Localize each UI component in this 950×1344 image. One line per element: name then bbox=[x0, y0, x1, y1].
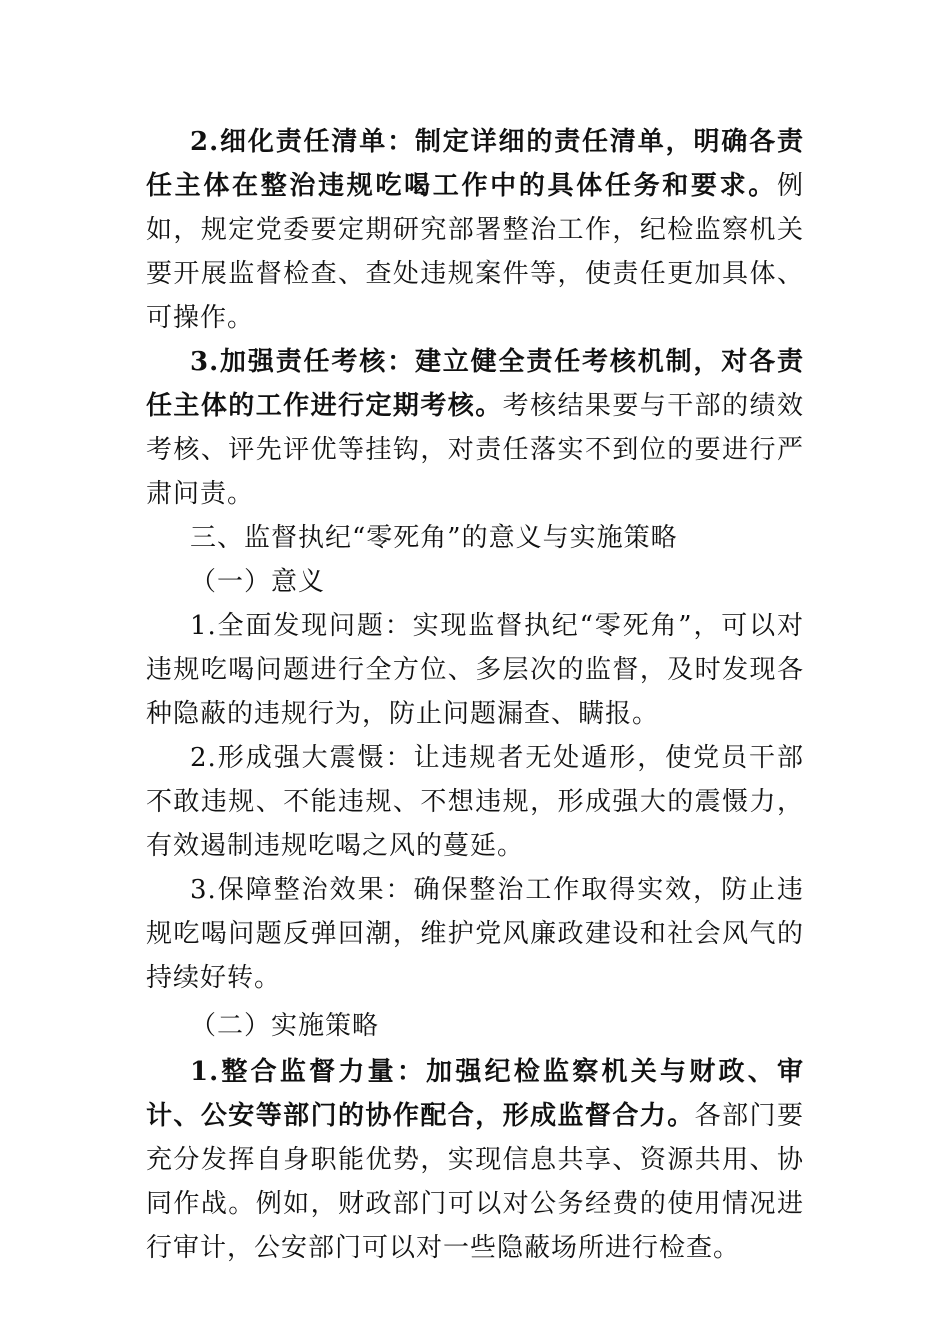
paragraph-lead-bold: 1.整合监督力量：加强纪检监察机关与财政、审计、公安等部门的协作配合，形成监督合力。 bbox=[146, 1057, 804, 1131]
section-heading: 三、监督执纪“零死角”的意义与实施策略 bbox=[190, 523, 678, 553]
paragraph-lead-bold: 3.加强责任考核：建立健全责任考核机制，对各责任主体的工作进行定期考核。 bbox=[146, 347, 804, 421]
paragraph-body: 各部门要充分发挥自身职能优势，实现信息共享、资源共用、协同作战。例如，财政部门可以对公务经费的使用情况进行审计，公安部门可以对一些隐蔽场所进行检查。 bbox=[146, 1101, 804, 1263]
subheading-strategy: （二）实施策略 bbox=[190, 1011, 380, 1041]
paragraph-integrate-supervision bbox=[146, 1050, 804, 1270]
paragraph-deterrence: 2.形成强大震慑：让违规者无处遁形，使党员干部不敢违规、不能违规、不想违规，形成强大的震慑力，有效遏制违规吃喝之风的蔓延。 bbox=[146, 743, 804, 861]
paragraph-body: 例如，规定党委要定期研究部署整治工作，纪检监察机关要开展监督检查、查处违规案件等，使责任更加具体、可操作。 bbox=[146, 171, 804, 333]
paragraph-body: 考核结果要与干部的绩效考核、评先评优等挂钩，对责任落实不到位的要进行严肃问责。 bbox=[146, 391, 804, 509]
paragraph-ensure-effect: 3.保障整治效果：确保整治工作取得实效，防止违规吃喝问题反弹回潮，维护党风廉政建设和社会风气的持续好转。 bbox=[146, 875, 804, 993]
paragraph-lead-bold: 2.细化责任清单：制定详细的责任清单，明确各责任主体在整治违规吃喝工作中的具体任务和要求。 bbox=[146, 127, 804, 201]
paragraph-find-problems: 1.全面发现问题：实现监督执纪“零死角”，可以对违规吃喝问题进行全方位、多层次的监督，及时发现各种隐蔽的违规行为，防止问题漏查、瞒报。 bbox=[146, 611, 804, 729]
paragraph-responsibility-list bbox=[146, 120, 804, 340]
document-page bbox=[146, 120, 804, 1270]
subheading-significance: （一）意义 bbox=[190, 567, 326, 597]
paragraph-responsibility-assessment bbox=[146, 340, 804, 516]
